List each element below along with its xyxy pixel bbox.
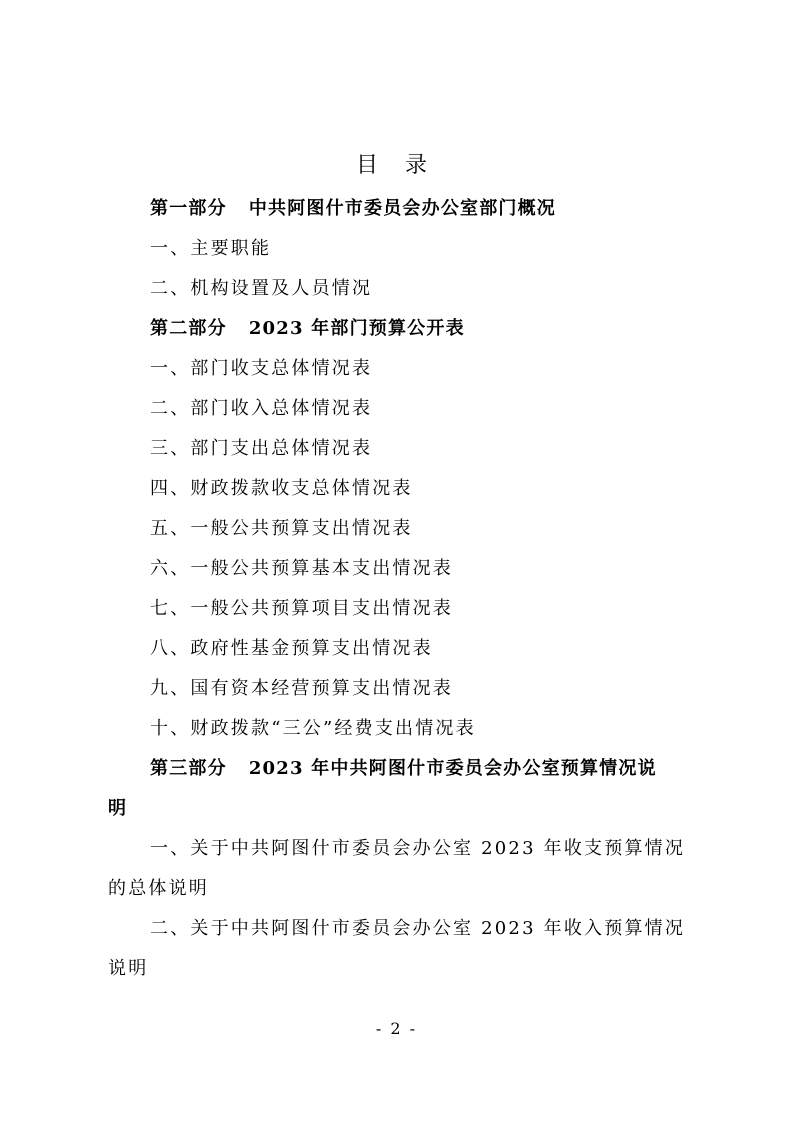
toc-item-2-8: 八、政府性基金预算支出情况表 bbox=[150, 638, 433, 659]
toc-title: 目 录 bbox=[356, 153, 437, 178]
toc-item-1-1: 一、主要职能 bbox=[150, 238, 272, 259]
toc-item-2-9: 九、国有资本经营预算支出情况表 bbox=[150, 678, 453, 699]
toc-item-2-4: 四、财政拨款收支总体情况表 bbox=[150, 478, 413, 499]
toc-item-1-2: 二、机构设置及人员情况 bbox=[150, 278, 373, 299]
part1-heading bbox=[150, 194, 556, 220]
part2-heading bbox=[150, 314, 465, 340]
part3-heading bbox=[150, 754, 657, 780]
toc-item-2-6: 六、一般公共预算基本支出情况表 bbox=[150, 558, 453, 579]
toc-item-2-2: 二、部门收入总体情况表 bbox=[150, 398, 373, 419]
toc-item-2-1: 一、部门收支总体情况表 bbox=[150, 358, 373, 379]
toc-item-3-2-line1: 二、关于中共阿图什市委员会办公室 2023 年收入预算情况 bbox=[150, 918, 686, 939]
part2-label: 第二部分 bbox=[150, 318, 227, 339]
toc-item-2-7: 七、一般公共预算项目支出情况表 bbox=[150, 598, 453, 619]
part1-title: 中共阿图什市委员会办公室部门概况 bbox=[248, 198, 557, 219]
part1-label: 第一部分 bbox=[150, 198, 227, 219]
part2-title: 2023 年部门预算公开表 bbox=[248, 318, 465, 339]
toc-item-3-1-line1: 一、关于中共阿图什市委员会办公室 2023 年收支预算情况 bbox=[150, 838, 686, 859]
toc-item-3-2-line2: 说明 bbox=[108, 958, 149, 979]
part3-label: 第三部分 bbox=[150, 758, 227, 779]
part3-title-line2: 明 bbox=[108, 798, 128, 819]
page-number: - 2 - bbox=[375, 1019, 418, 1038]
part3-title-line1: 2023 年中共阿图什市委员会办公室预算情况说 bbox=[248, 758, 657, 779]
toc-item-3-1-line2: 的总体说明 bbox=[108, 878, 209, 899]
toc-item-2-5: 五、一般公共预算支出情况表 bbox=[150, 518, 413, 539]
toc-item-2-3: 三、部门支出总体情况表 bbox=[150, 438, 373, 459]
toc-item-2-10: 十、财政拨款“三公”经费支出情况表 bbox=[150, 718, 476, 739]
